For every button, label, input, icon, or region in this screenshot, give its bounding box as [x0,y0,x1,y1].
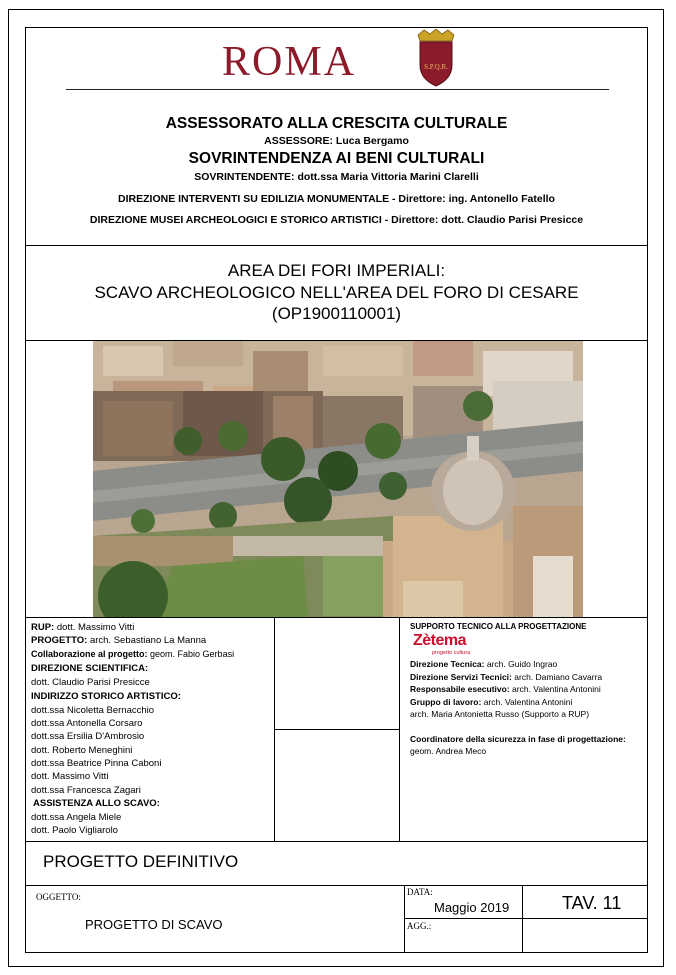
spqr-crest-icon [414,29,458,87]
zetema-logo-subtitle: progetto cultura [432,650,471,656]
indirizzo-name: dott.ssa Ersilia D'Ambrosio [31,731,145,742]
project-title-line-1: AREA DEI FORI IMPERIALI: [227,261,446,280]
data-label: DATA: [407,887,433,897]
coordinatore-label: Coordinatore della sicurezza in fase di progettazione: [410,734,626,744]
data-value: Maggio 2019 [434,900,510,915]
header-divider [66,89,609,90]
aerial-photo-fori-imperiali [93,341,583,617]
indirizzo-label: INDIRIZZO STORICO ARTISTICO: [31,691,181,702]
sovrintendenza-heading: SOVRINTENDENZA AI BENI CULTURALI [188,150,485,167]
oggetto-label: OGGETTO: [36,892,81,902]
assessore-line: ASSESSORE: Luca Bergamo [264,135,409,147]
coordinatore-name: geom. Andrea Meco [410,746,487,756]
assessorato-heading: ASSESSORATO ALLA CRESCITA CULTURALE [165,115,508,132]
direzione-scientifica-label: DIREZIONE SCIENTIFICA: [31,663,149,674]
direzione-musei-line: DIREZIONE MUSEI ARCHEOLOGICI E STORICO ARTISTICI - Direttore: dott. Claudio Parisi Presicce [89,214,584,226]
tav-number: TAV. 11 [562,893,622,913]
section-divider-4 [26,841,647,842]
rup-line: RUP: dott. Massimo Vitti [31,622,135,633]
supporto-title: SUPPORTO TECNICO ALLA PROGETTAZIONE [410,622,587,631]
indirizzo-name: dott.ssa Nicoletta Bernacchio [31,705,155,716]
indirizzo-name: dott. Roberto Meneghini [31,745,133,756]
indirizzo-name: dott.ssa Beatrice Pinna Caboni [31,758,162,769]
section-divider-3 [26,617,647,618]
indirizzo-name: dott.ssa Antonella Corsaro [31,718,143,729]
agg-label: AGG.: [407,921,432,931]
gruppo-lavoro-line: Gruppo di lavoro: arch. Valentina Antonini [410,697,573,707]
sovrintendente-line: SOVRINTENDENTE: dott.ssa Maria Vittoria Marini Clarelli [194,171,479,183]
credits-mid-divider [274,729,399,730]
collaborazione-line: Collaborazione al progetto: geom. Fabio Gerbasi [31,649,235,659]
direzione-servizi-line: Direzione Servizi Tecnici: arch. Damiano Cavarra [410,672,603,682]
roma-logo-text: ROMA [222,39,357,85]
assistenza-name: dott.ssa Angela Miele [31,812,122,823]
project-code: (OP1900110001) [271,304,402,323]
section-divider-1 [26,245,647,246]
footer-tav-divider [522,918,647,919]
assistenza-name: dott. Paolo Vigliarolo [31,825,118,836]
credits-col-divider-2 [399,617,400,841]
svg-text:S.P.Q.R.: S.P.Q.R. [424,63,448,71]
phase-title: PROGETTO DEFINITIVO [43,852,239,871]
progetto-line: PROGETTO: arch. Sebastiano La Manna [31,635,207,646]
section-divider-5 [26,885,647,886]
direzione-tecnica-line: Direzione Tecnica: arch. Guido Ingrao [410,659,558,669]
indirizzo-name: dott. Massimo Vitti [31,771,109,782]
zetema-logo: Zètema [413,632,467,649]
assistenza-label: ASSISTENZA ALLO SCAVO: [33,798,160,809]
direzione-interventi-line: DIREZIONE INTERVENTI SU EDILIZIA MONUMENTALE - Direttore: ing. Antonello Fatello [118,193,555,205]
oggetto-value: PROGETTO DI SCAVO [85,917,223,932]
responsabile-line: Responsabile esecutivo: arch. Valentina Antonini [410,684,601,694]
direzione-scientifica-name: dott. Claudio Parisi Presicce [31,677,150,688]
gruppo-lavoro-extra: arch. Maria Antonietta Russo (Supporto a RUP) [410,709,590,719]
project-title-line-2: SCAVO ARCHEOLOGICO NELL'AREA DEL FORO DI CESARE [94,283,579,302]
footer-data-divider [404,918,522,919]
indirizzo-name: dott.ssa Francesca Zagari [31,785,141,796]
